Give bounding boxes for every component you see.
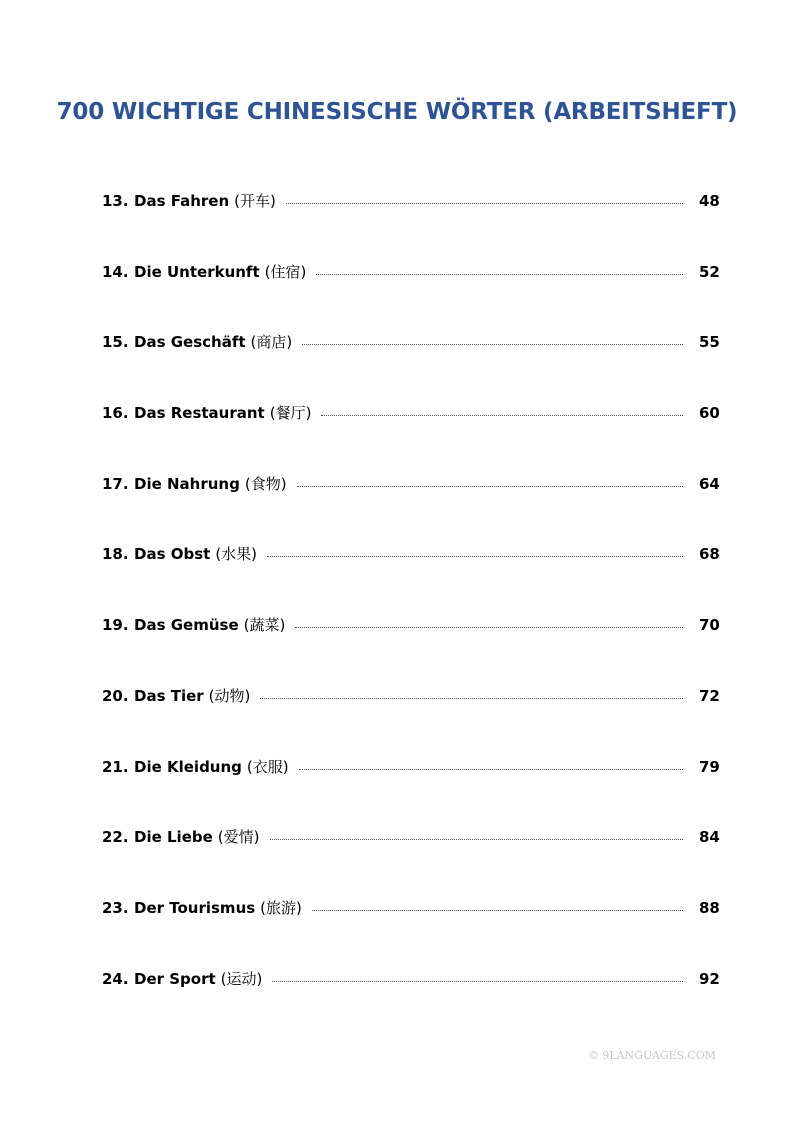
toc-entry-number: 24. bbox=[102, 969, 129, 988]
toc-entry-page: 84 bbox=[699, 828, 720, 847]
toc-entry-page: 92 bbox=[699, 969, 720, 988]
toc-entry-number: 16. bbox=[102, 404, 129, 423]
toc-entry-label: Die Liebe bbox=[134, 828, 213, 847]
dot-leader bbox=[270, 839, 684, 840]
toc-entry[interactable] bbox=[102, 685, 719, 756]
toc-entry-page: 70 bbox=[699, 616, 720, 635]
toc-entry[interactable] bbox=[102, 614, 719, 685]
toc-entry-number: 17. bbox=[102, 474, 129, 493]
toc-entry-label: Die Nahrung bbox=[134, 474, 240, 493]
toc-entry-label: Das Fahren bbox=[134, 192, 230, 210]
toc-entry-label: Das Geschäft bbox=[134, 333, 246, 352]
toc-entry-page: 64 bbox=[699, 474, 720, 493]
toc-entry-label: Das Tier bbox=[134, 686, 204, 705]
dot-leader bbox=[260, 698, 683, 699]
toc-entry[interactable] bbox=[102, 473, 719, 544]
toc-entry-number: 13. bbox=[102, 192, 129, 210]
toc-entry-label: Das Restaurant bbox=[134, 404, 265, 423]
toc-entry[interactable] bbox=[102, 190, 719, 261]
toc-entry-page: 68 bbox=[699, 545, 720, 564]
toc-entry-chinese: (爱情) bbox=[217, 828, 260, 847]
toc-entry[interactable] bbox=[102, 261, 719, 332]
dot-leader bbox=[267, 556, 683, 557]
toc-entry[interactable] bbox=[102, 331, 719, 402]
toc-entry-chinese: (蔬菜) bbox=[243, 616, 286, 635]
toc-entry-page: 55 bbox=[699, 333, 720, 352]
toc-entry-chinese: (动物) bbox=[208, 686, 251, 705]
toc-entry-number: 21. bbox=[102, 757, 129, 776]
toc-entry-page: 79 bbox=[699, 757, 720, 776]
dot-leader bbox=[286, 203, 683, 204]
toc-entry-chinese: (住宿) bbox=[264, 262, 307, 281]
toc-entry-number: 19. bbox=[102, 616, 129, 635]
toc-entry-label: Die Kleidung bbox=[134, 757, 242, 776]
toc-entry-number: 18. bbox=[102, 545, 129, 564]
toc-entry-chinese: (衣服) bbox=[246, 757, 289, 776]
toc-entry-page: 72 bbox=[699, 686, 720, 705]
toc-entry-chinese: (餐厅) bbox=[269, 404, 312, 423]
dot-leader bbox=[302, 344, 683, 345]
toc-entry-page: 60 bbox=[699, 404, 720, 423]
dot-leader bbox=[297, 486, 683, 487]
dot-leader bbox=[312, 910, 683, 911]
dot-leader bbox=[321, 415, 683, 416]
toc-entry-page: 48 bbox=[699, 192, 720, 210]
toc-entry[interactable] bbox=[102, 402, 719, 473]
toc-entry[interactable] bbox=[102, 897, 719, 968]
copyright-footer: © 9LANGUAGES.COM bbox=[587, 1049, 716, 1062]
toc-entry-page: 88 bbox=[699, 898, 720, 917]
dot-leader bbox=[295, 627, 683, 628]
table-of-contents bbox=[102, 190, 719, 1038]
toc-entry-chinese: (食物) bbox=[244, 474, 287, 493]
toc-entry-number: 14. bbox=[102, 262, 129, 281]
toc-entry-label: Der Tourismus bbox=[134, 898, 256, 917]
toc-entry-number: 15. bbox=[102, 333, 129, 352]
toc-entry-chinese: (开车) bbox=[234, 192, 276, 210]
toc-entry-chinese: (商店) bbox=[250, 333, 293, 352]
toc-entry-page: 52 bbox=[699, 262, 720, 281]
toc-entry-number: 20. bbox=[102, 686, 129, 705]
dot-leader bbox=[316, 274, 683, 275]
toc-entry-chinese: (旅游) bbox=[260, 898, 302, 917]
toc-entry[interactable] bbox=[102, 543, 719, 614]
toc-entry-label: Das Obst bbox=[134, 545, 211, 564]
toc-entry[interactable] bbox=[102, 968, 719, 1039]
toc-entry-label: Die Unterkunft bbox=[134, 262, 260, 281]
toc-entry-chinese: (运动) bbox=[220, 969, 263, 988]
dot-leader bbox=[272, 981, 683, 982]
toc-entry-chinese: (水果) bbox=[215, 545, 258, 564]
toc-entry-label: Der Sport bbox=[134, 969, 216, 988]
toc-entry-number: 23. bbox=[102, 898, 129, 917]
page-title: 700 WICHTIGE CHINESISCHE WÖRTER (ARBEITSHEFT) bbox=[56, 99, 738, 126]
toc-entry-label: Das Gemüse bbox=[134, 616, 239, 635]
toc-entry-number: 22. bbox=[102, 828, 129, 847]
toc-entry[interactable] bbox=[102, 756, 719, 827]
toc-entry[interactable] bbox=[102, 826, 719, 897]
dot-leader bbox=[299, 769, 683, 770]
